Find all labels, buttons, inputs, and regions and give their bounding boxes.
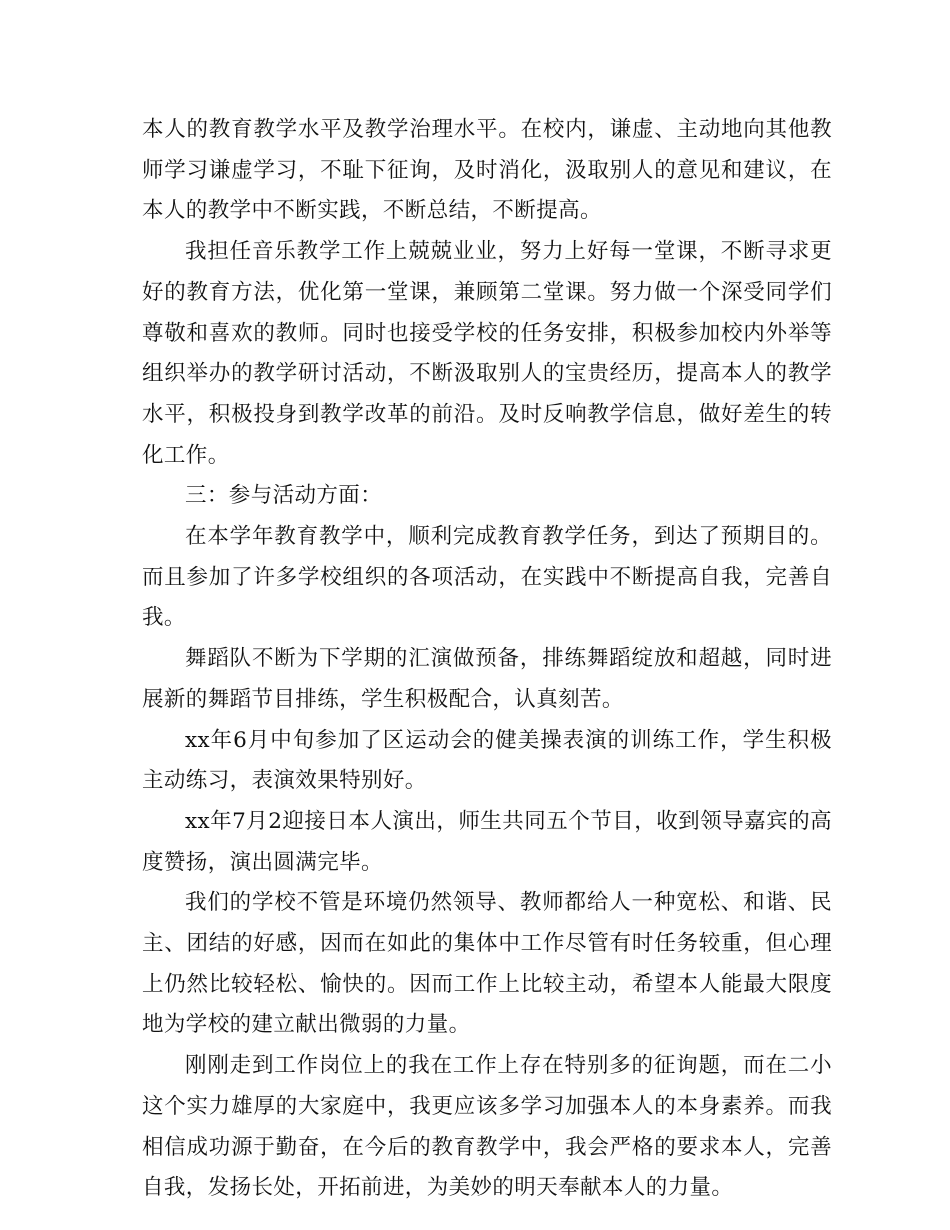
paragraph-continued: 本人的教育教学水平及教学治理水平。在校内，谦虚、主动地向其他教师学习谦虚学习，不耻下征询，及时消化，汲取别人的意见和建议，在本人的教学中不断实践，不断总结，不断提高。 (142, 117, 832, 224)
paragraph-performance: xx年7月2迎接日本人演出，师生共同五个节目，收到领导嘉宾的高度赞扬，演出圆满完毕。 (142, 808, 832, 875)
paragraph-conclusion: 刚刚走到工作岗位上的我在工作上存在特别多的征询题，而在二小这个实力雄厚的大家庭中，我更应该多学习加强本人的本身素养。而我相信成功源于勤奋，在今后的教育教学中，我会严格的要求本人，完善自我，发扬长处，开拓前进，为美妙的明天奉献本人的力量。 (142, 1053, 832, 1201)
section-heading-activities: 三：参与活动方面： (185, 483, 383, 509)
paragraph-aerobics: xx年6月中旬参加了区运动会的健美操表演的训练工作，学生积极主动练习，表演效果特别好。 (142, 727, 832, 794)
paragraph-music-teaching: 我担任音乐教学工作上兢兢业业，努力上好每一堂课，不断寻求更好的教育方法，优化第一堂课，兼顾第二堂课。努力做一个深受同学们尊敬和喜欢的教师。同时也接受学校的任务安排，积极参加校内外举等组织举办的教学研讨活动，不断汲取别人的宝贵经历，提高本人的教学水平，积极投身到教学改革的前沿。及时反响教学信息，做好差生的转化工作。 (142, 239, 832, 468)
paragraph-school-year: 在本学年教育教学中，顺利完成教育教学任务，到达了预期目的。而且参加了许多学校组织的各项活动，在实践中不断提高自我，完善自我。 (142, 524, 832, 631)
document-body (142, 110, 832, 1209)
paragraph-school-environment: 我们的学校不管是环境仍然领导、教师都给人一种宽松、和谐、民主、团结的好感，因而在如此的集体中工作尽管有时任务较重，但心理上仍然比较轻松、愉快的。因而工作上比较主动，希望本人能最大限度地为学校的建立献出微弱的力量。 (142, 890, 832, 1038)
paragraph-dance-team: 舞蹈队不断为下学期的汇演做预备，排练舞蹈绽放和超越，同时进展新的舞蹈节目排练，学生积极配合，认真刻苦。 (142, 646, 832, 712)
